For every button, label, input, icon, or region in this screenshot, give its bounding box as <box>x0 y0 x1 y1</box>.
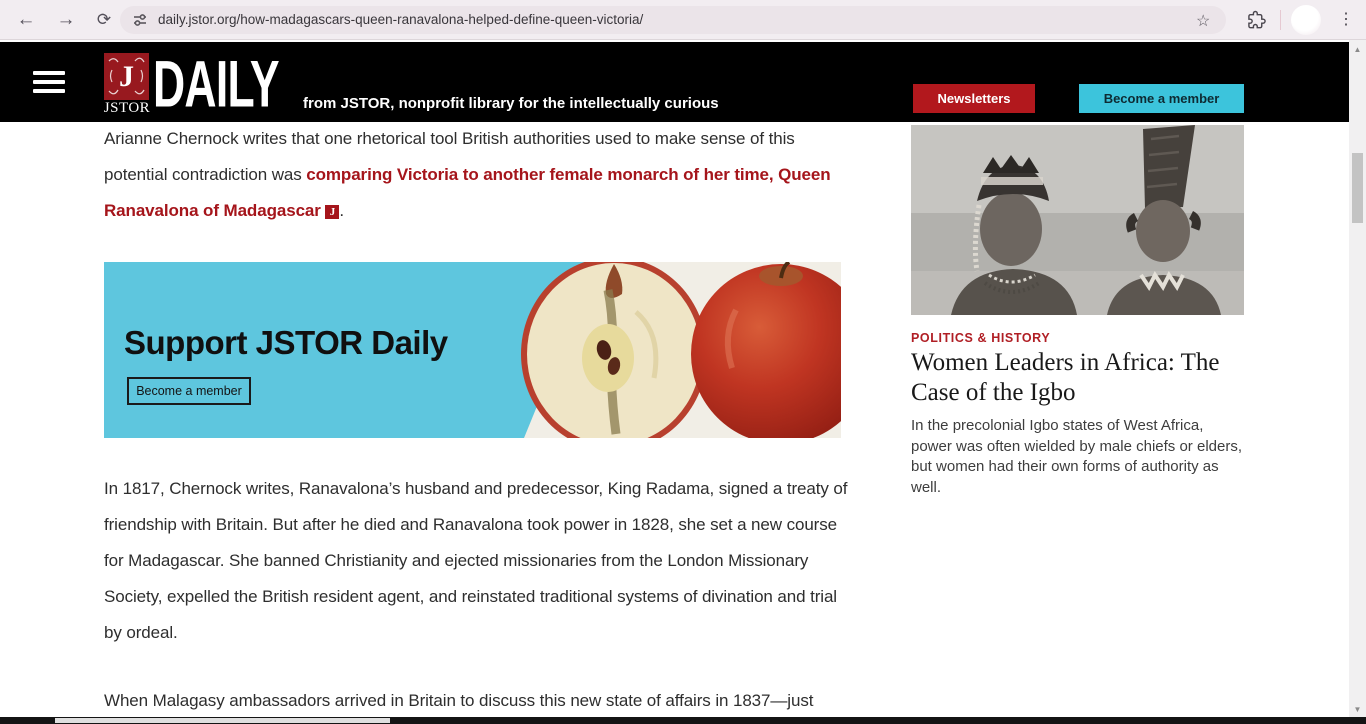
sidebar-article-description: In the precolonial Igbo states of West Africa, power was often wielded by male chiefs or elders, but women had their own forms of authority as well. <box>911 417 1242 496</box>
bottom-bar <box>0 717 1366 724</box>
daily-wordmark[interactable]: DAILY <box>153 47 279 121</box>
reload-icon[interactable]: ⟳ <box>96 10 112 29</box>
extensions-icon[interactable] <box>1246 10 1266 35</box>
browser-menu-icon[interactable]: ⋮ <box>1338 11 1354 28</box>
browser-toolbar <box>0 0 1366 40</box>
article-paragraph: In 1817, Chernock writes, Ranavalona’s husband and predecessor, King Radama, signed a treaty of friendship with Britain. But after he died and Ranavalona took power in 1828, she set a new course for Madagascar. She banned Christianity and ejected missionaries from the London Missionary Society, expelled the British resident agent, and reinstated traditional systems of divination and trial by ordeal. <box>104 479 848 642</box>
article-paragraph: When Malagasy ambassadors arrived in Britain to discuss this new state of affairs in 1837—just <box>104 691 814 710</box>
site-settings-icon[interactable] <box>132 12 148 33</box>
jstor-logo[interactable] <box>104 53 149 100</box>
sidebar-article-image[interactable] <box>911 125 1244 315</box>
promo-member-button[interactable]: Become a member <box>127 377 251 405</box>
article-inline-link[interactable]: comparing Victoria to another female monarch of her time, Queen Ranavalona of Madagascar <box>104 165 831 220</box>
article-paragraph <box>104 121 849 229</box>
back-icon[interactable]: ← <box>16 9 36 30</box>
url-text[interactable]: daily.jstor.org/how-madagascars-queen-ranavalona-helped-define-queen-victoria/ <box>158 12 644 27</box>
sidebar-article-title[interactable]: Women Leaders in Africa: The Case of the Igbo <box>911 349 1220 406</box>
paragraph-text: . <box>339 201 345 220</box>
vertical-scrollbar-thumb[interactable] <box>1352 153 1363 223</box>
forward-icon[interactable]: → <box>56 9 76 30</box>
promo-title: Support JSTOR Daily <box>124 324 448 361</box>
become-member-button[interactable]: Become a member <box>1079 84 1244 113</box>
site-header <box>0 42 1366 122</box>
apples-illustration-image <box>496 262 841 438</box>
jstor-inline-icon[interactable]: J <box>325 205 339 219</box>
profile-avatar[interactable] <box>1291 5 1321 35</box>
scroll-up-icon[interactable]: ▲ <box>1353 45 1362 54</box>
paragraph-text: Arianne Chernock writes that one rhetorical tool British authorities used to make sense of this potential contradiction was <box>104 129 795 184</box>
sidebar-category-link[interactable]: POLITICS & HISTORY <box>911 331 1051 345</box>
support-promo-banner[interactable] <box>104 262 841 438</box>
site-tagline: from JSTOR, nonprofit library for the intellectually curious <box>303 95 719 112</box>
scroll-down-icon[interactable]: ▼ <box>1353 705 1362 714</box>
horizontal-scrollbar-thumb[interactable] <box>55 718 390 723</box>
svg-text:J: J <box>119 60 134 93</box>
toolbar-divider <box>1280 10 1281 30</box>
bookmark-star-icon[interactable]: ☆ <box>1196 13 1211 30</box>
hamburger-menu-icon[interactable] <box>33 71 65 94</box>
vertical-scrollbar[interactable] <box>1349 40 1366 724</box>
newsletters-button[interactable]: Newsletters <box>913 84 1035 113</box>
jstor-logo-wordmark[interactable]: JSTOR <box>103 100 151 116</box>
address-bar[interactable] <box>120 6 1226 34</box>
